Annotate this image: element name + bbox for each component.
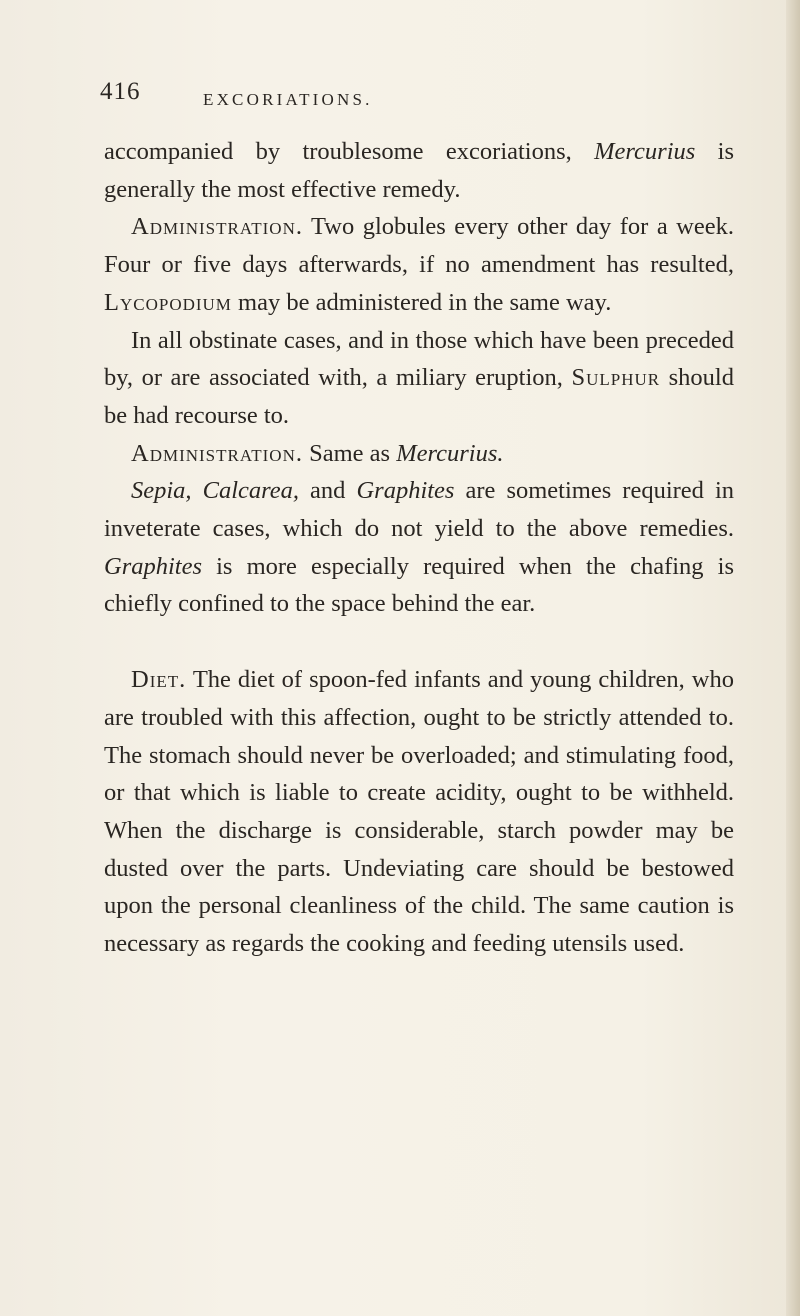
paragraph-3 (104, 322, 734, 435)
running-head: EXCORIATIONS. (203, 90, 373, 109)
text-run: is more especially required when the chafing is chiefly confined to the space behind the ear. (104, 552, 734, 618)
text-run: In all obstinate cases, and in those which have been preceded by, or are associated with, a miliary eruption, (104, 326, 734, 392)
paragraph-2 (104, 208, 734, 321)
remedy-name: Graphites (104, 552, 202, 580)
paragraph-4 (104, 435, 734, 473)
page-edge (786, 0, 800, 1316)
paragraph-5 (104, 472, 734, 623)
remedy-name: Graphites (356, 477, 455, 505)
paragraph-1 (104, 133, 734, 208)
remedy-name: Mercurius (594, 138, 696, 165)
text-run: accompanied by troublesome excoriations, (104, 138, 595, 165)
text-run: and (299, 477, 357, 505)
remedy-name: Mercurius. (396, 439, 504, 467)
text-run: are sometimes required in inveterate cases, which do not yield to the above remedies. (104, 477, 735, 543)
text-run: Same as (302, 439, 397, 467)
remedy-name: Sepia, Calcarea, (131, 477, 299, 505)
text-run: Two globules every other day for a week. Four or five days afterwards, if no amendment has resulted, (104, 213, 734, 279)
remedy-name: Sulphur (571, 364, 661, 392)
remedy-name: Lycopodium (104, 288, 232, 316)
page-header (100, 78, 700, 118)
text-run: The diet of spoon-fed infants and young children, who are troubled with this affection, ought to be strictly attended to. The stomach should never be overloaded; and stimulating food, or that which is liable to create acidity, ought to be withheld. When the discharge is considerable, starch powder may be dusted over the parts. Undeviating care should be bestowed upon the personal cleanliness of the child. The same caution is necessary as regards the cooking and feeding utensils used. (104, 666, 734, 958)
text-run: should be had recourse to. (104, 364, 734, 429)
page-number: 416 (100, 78, 141, 105)
paragraph-6 (104, 661, 734, 963)
paragraph-gap (104, 623, 734, 661)
section-label: Administration. (131, 213, 303, 241)
section-label: Diet. (131, 666, 187, 694)
text-run: may be administered in the same way. (231, 288, 612, 316)
body-text (104, 133, 734, 963)
section-label: Administration. (131, 439, 303, 467)
text-run: is generally the most effective remedy. (104, 138, 734, 203)
